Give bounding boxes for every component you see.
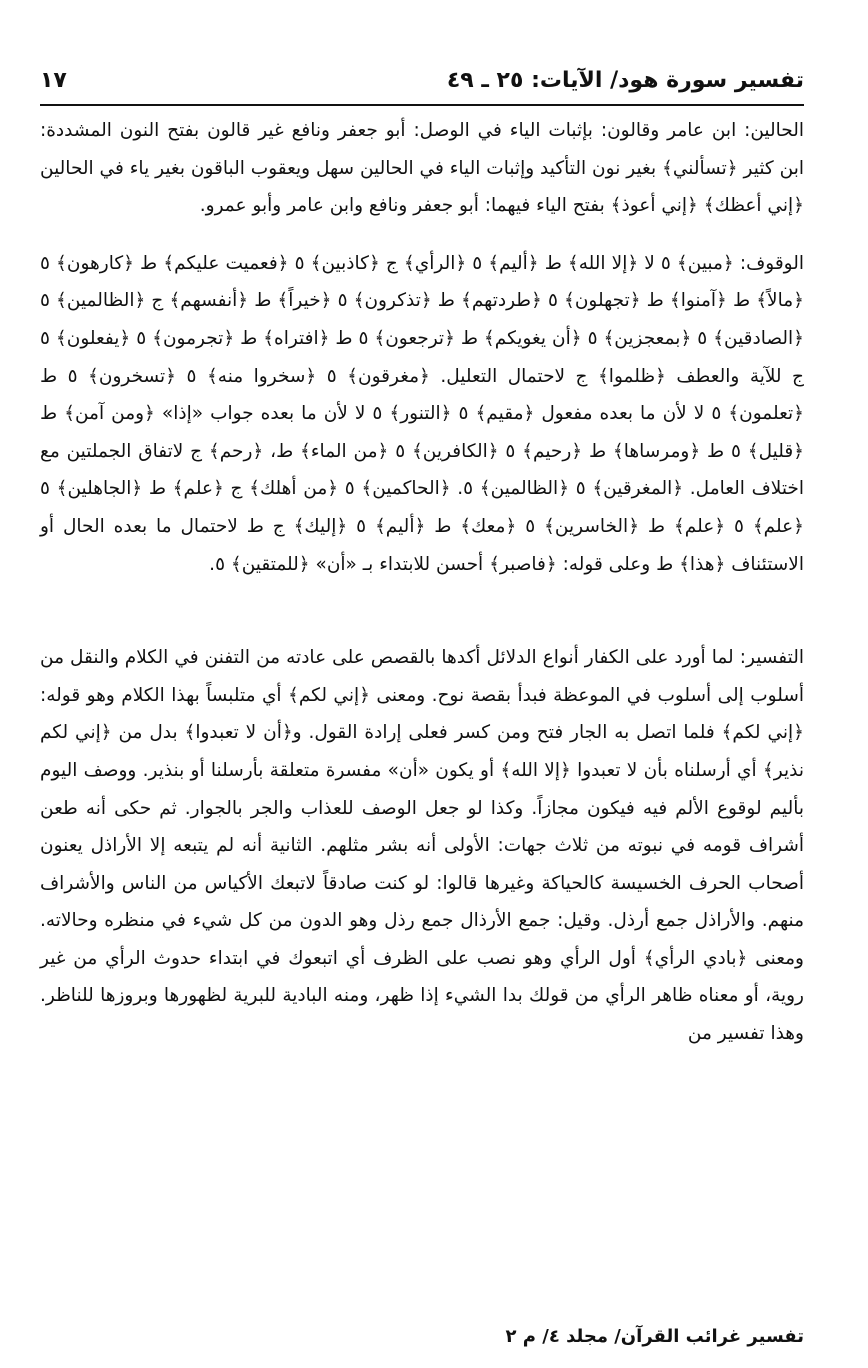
page-body — [40, 112, 804, 1053]
paragraph-spacer — [40, 225, 804, 245]
page-number: ١٧ — [40, 67, 67, 93]
tafsir-paragraph: التفسير: لما أورد على الكفار أنواع الدلائل أكدها بالقصص على عادته من التفنن في الكلام والنقل من أسلوب إلى أسلوب في الموعظة فبدأ بقصة نوح. ومعنى ﴿إني لكم﴾ أي متلبساً بهذا الكلام وهو قوله: ﴿إني لكم﴾ فلما اتصل به الجار فتح ومن كسر فعلى إرادة القول. و﴿أن لا تعبدوا﴾ بدل من ﴿إني لكم نذير﴾ أي أرسلناه بأن لا تعبدوا ﴿إلا الله﴾ أو يكون «أن» مفسرة متعلقة بأرسلنا أو بنذير. ووصف اليوم بأليم لوقوع الألم فيه فيكون مجازاً. وكذا لو جعل الوصف للعذاب والجر بالجوار. ثم حكى أنه طعن أشراف قومه في نبوته من ثلاث جهات: الأولى أنه بشر مثلهم. الثانية أنه لم يتبعه إلا الأراذل يعنون أصحاب الحرف الخسيسة كالحياكة وغيرها قالوا: لو كنت صادقاً لاتبعك الأكياس من الناس والأشراف منهم. والأراذل جمع أرذل. وقيل: جمع الأرذال جمع رذل وهو الدون من كل شيء في منظره وحالاته. ومعنى ﴿بادي الرأي﴾ أول الرأي وهو نصب على الظرف أي اتبعوك في ابتداء حدوث الرأي من غير روية، أو معناه ظاهر الرأي من قولك بدا الشيء إذا ظهر، ومنه البادية للبرية لظهورها وبروزها للناظر. وهذا تفسير من — [40, 647, 804, 1045]
page-header — [40, 60, 804, 100]
readings-paragraph: الحالين: ابن عامر وقالون: بإثبات الياء في الوصل: أبو جعفر ونافع غير قالون بفتح النون المشددة: ابن كثير ﴿تسألني﴾ بغير نون التأكيد وإثبات الياء في الحالين سهل ويعقوب الباقون بغير ياء في الحالين ﴿إني أعظك﴾ ﴿إني أعوذ﴾ بفتح الياء فيهما: أبو جعفر ونافع وابن عامر وأبو عمرو. — [40, 120, 804, 217]
header-divider — [40, 104, 804, 106]
pauses-paragraph: الوقوف: ﴿مبين﴾ ٥ لا ﴿إلا الله﴾ ط ﴿أليم﴾ ٥ ﴿الرأي﴾ ج ﴿كاذبين﴾ ٥ ﴿فعميت عليكم﴾ ط ﴿كارهون﴾ ٥ ﴿مالاً﴾ ط ﴿آمنوا﴾ ط ﴿تجهلون﴾ ٥ ﴿طردتهم﴾ ط ﴿تذكرون﴾ ٥ ﴿خيراً﴾ ط ﴿أنفسهم﴾ ج ﴿الظالمين﴾ ٥ ﴿الصادقين﴾ ٥ ﴿بمعجزين﴾ ٥ ﴿أن يغويكم﴾ ط ﴿ترجعون﴾ ٥ ط ﴿افتراه﴾ ط ﴿تجرمون﴾ ٥ ﴿يفعلون﴾ ٥ ج للآية والعطف ﴿ظلموا﴾ ج لاحتمال التعليل. ﴿مغرقون﴾ ٥ ﴿سخروا منه﴾ ٥ ﴿تسخرون﴾ ٥ ط ﴿تعلمون﴾ ٥ لا لأن ما بعده مفعول ﴿مقيم﴾ ٥ ﴿التنور﴾ ٥ لا لأن ما بعده جواب «إذا» ﴿ومن آمن﴾ ط ﴿قليل﴾ ٥ ط ﴿ومرساها﴾ ط ﴿رحيم﴾ ٥ ﴿الكافرين﴾ ٥ ﴿من الماء﴾ ط، ﴿رحم﴾ ج لاتفاق الجملتين مع اختلاف العامل. ﴿المغرقين﴾ ٥ ﴿الظالمين﴾ ٥. ﴿الحاكمين﴾ ٥ ﴿من أهلك﴾ ج ﴿علم﴾ ط ﴿الجاهلين﴾ ٥ ﴿علم﴾ ٥ ﴿علم﴾ ط ﴿الخاسرين﴾ ٥ ﴿معك﴾ ط ﴿أليم﴾ ٥ ﴿إليك﴾ ج ط لاحتمال ما بعده الحال أو الاستئناف ﴿هذا﴾ ط وعلى قوله: ﴿فاصبر﴾ أحسن للابتداء بـ «أن» ﴿للمتقين﴾ ٥. — [40, 252, 805, 575]
signature-footer: تفسير غرائب القرآن/ مجلد ٤/ م ٢ — [505, 1326, 804, 1347]
section-spacer — [40, 583, 804, 639]
running-title: تفسير سورة هود/ الآيات: ٢٥ ـ ٤٩ — [446, 67, 804, 93]
